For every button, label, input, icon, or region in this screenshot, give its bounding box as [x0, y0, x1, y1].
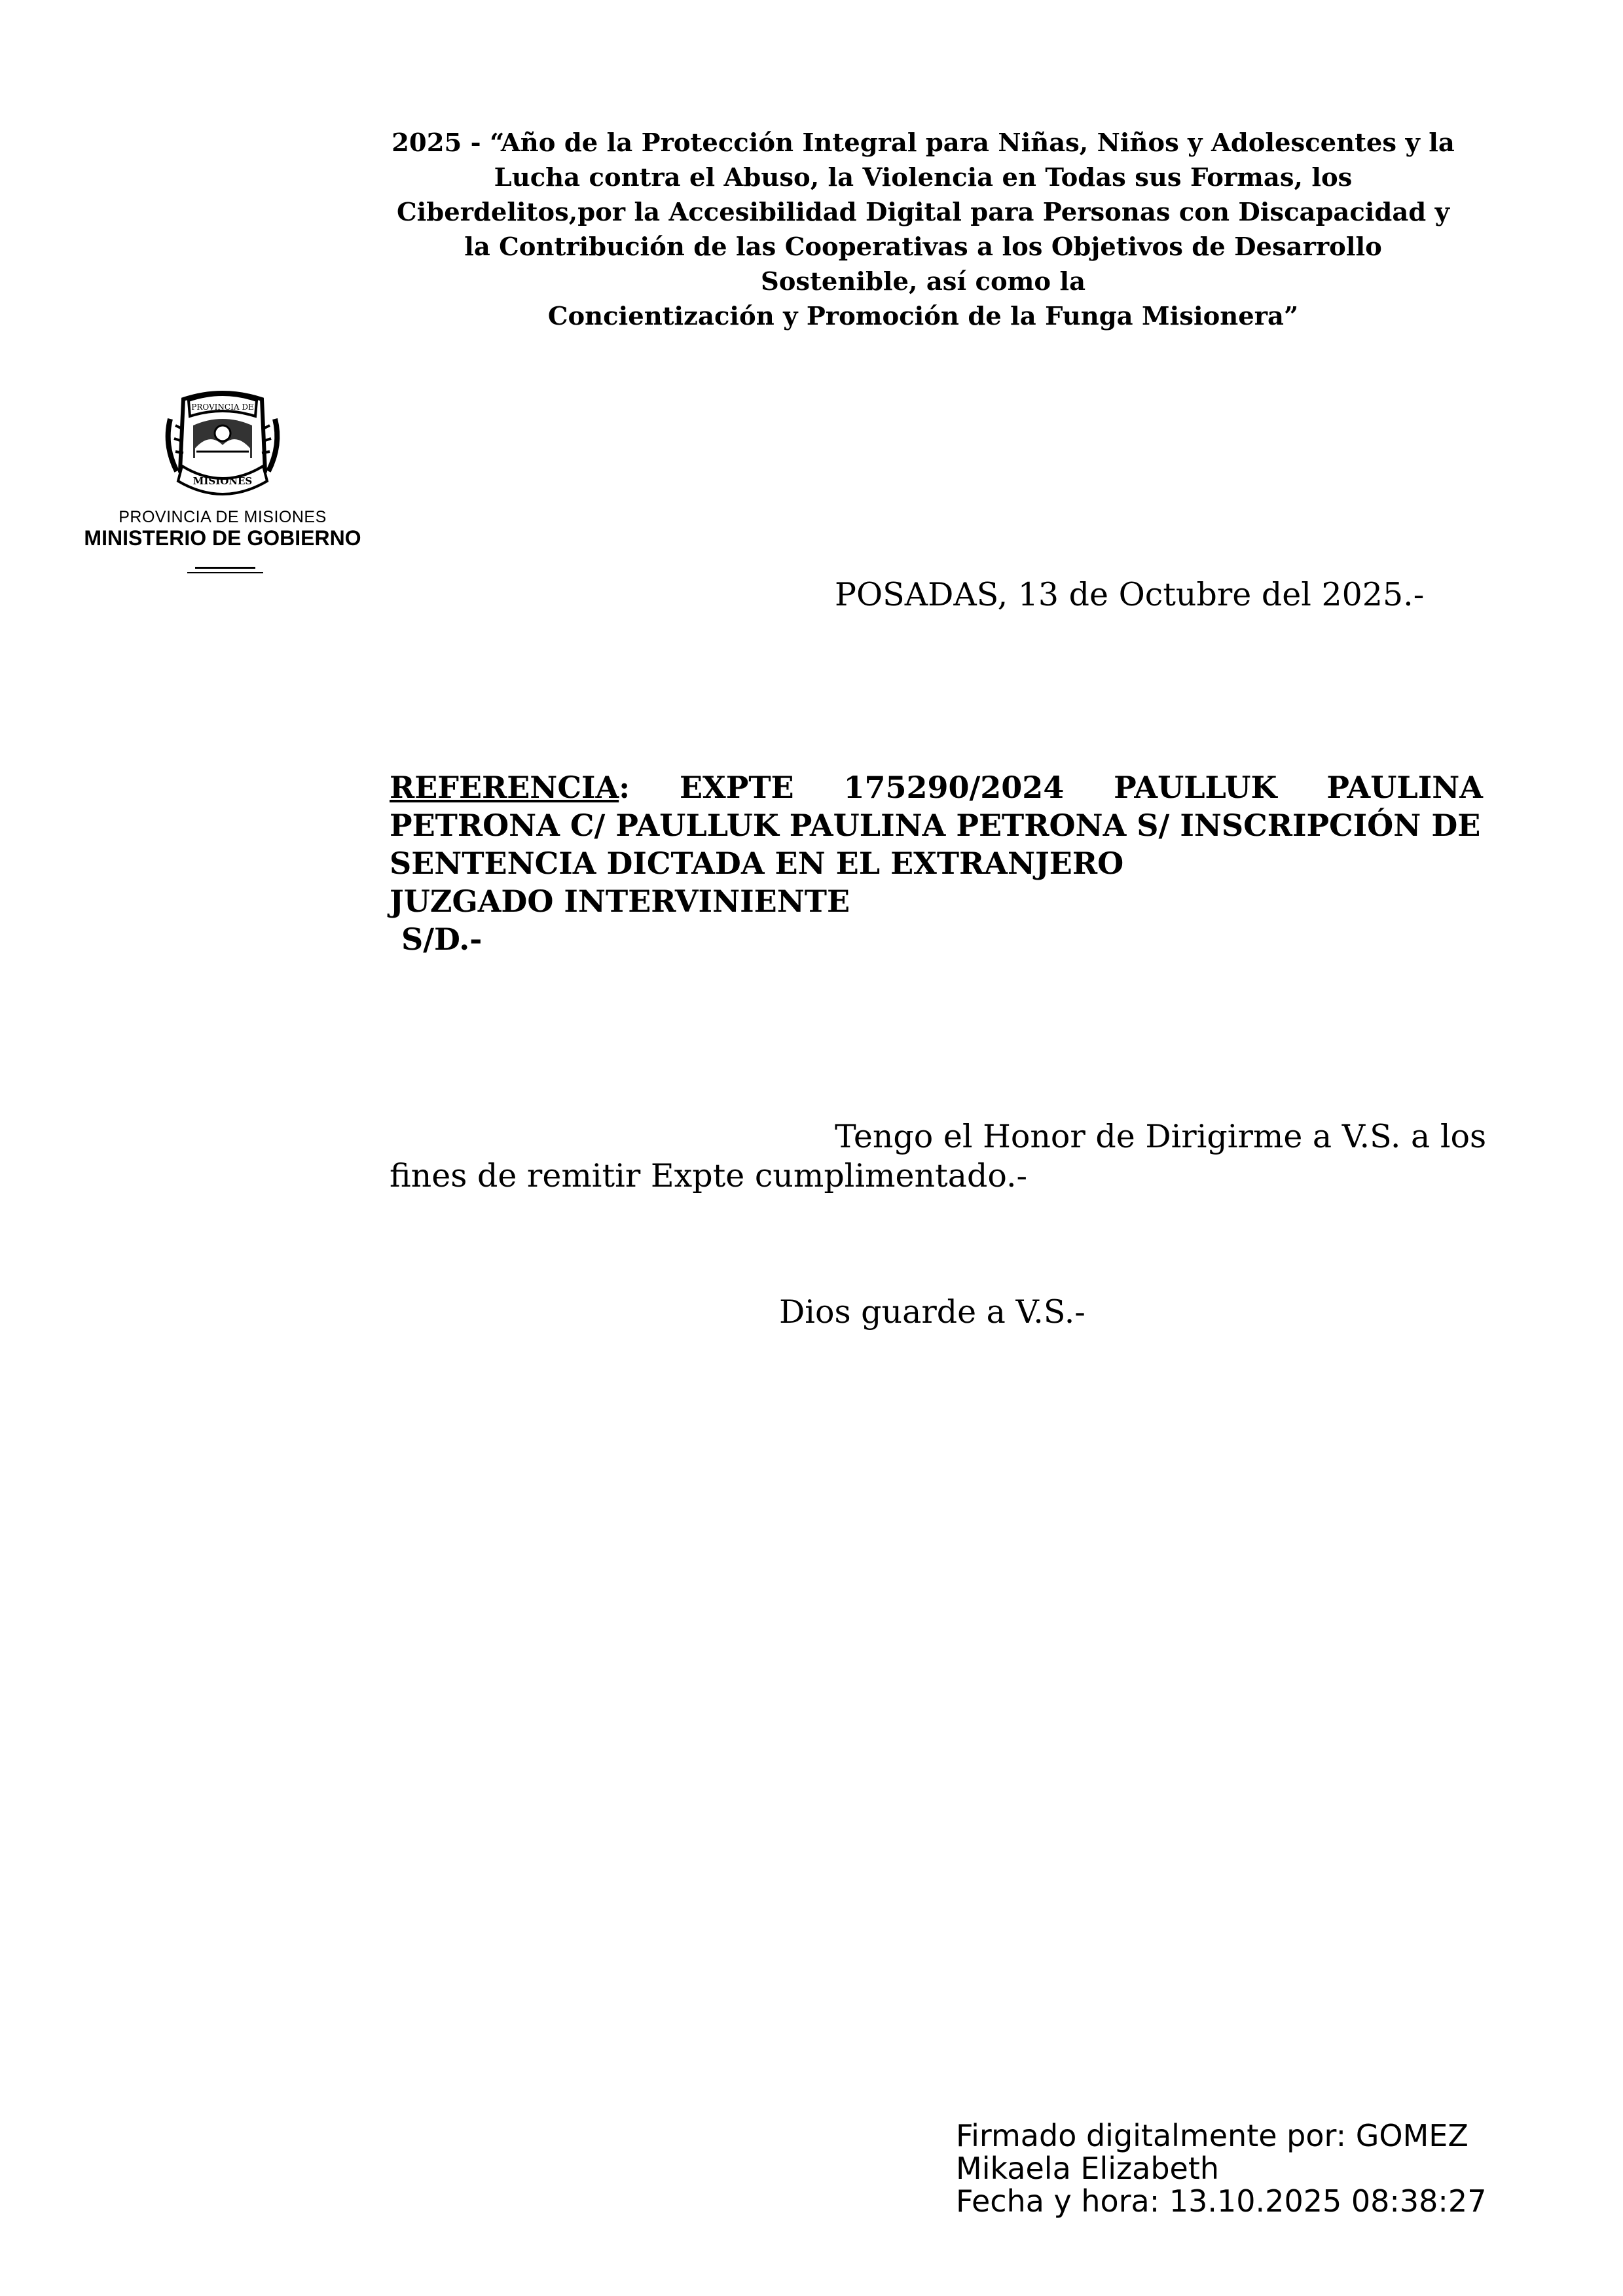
body-paragraph-start: Tengo el Honor de Dirigirme a V.S. a los: [835, 1118, 1487, 1155]
motto-line: Sostenible, así como la: [760, 267, 1086, 296]
reference-word: 175290/2024: [843, 770, 1065, 805]
reference-label-wrap: [390, 768, 630, 806]
logo-rule: [187, 572, 263, 573]
reference-line: PETRONA C/ PAULLUK PAULINA PETRONA S/ INSCRIPCIÓN DE: [390, 808, 1481, 843]
reference-word: PAULINA: [1326, 770, 1483, 805]
motto-line: Ciberdelitos,por la Accesibilidad Digital para Personas con Discapacidad y: [397, 198, 1450, 227]
reference-first-line: [390, 768, 1483, 806]
seal-bottom-text: MISIONES: [192, 475, 253, 487]
reference-line: JUZGADO INTERVINIENTE: [390, 884, 850, 919]
reference-block: [390, 768, 1483, 958]
date-line: POSADAS, 13 de Octubre del 2025.-: [835, 576, 1425, 613]
ministry-logo: [72, 386, 386, 583]
closing-line: Dios guarde a V.S.-: [779, 1293, 1085, 1331]
reference-word: PAULLUK: [1114, 770, 1277, 805]
logo-rule: [195, 567, 255, 569]
reference-label: REFERENCIA: [390, 770, 619, 805]
logo-ministry-text: MINISTERIO DE GOBIERNO: [84, 526, 361, 550]
logo-province-text: PROVINCIA DE MISIONES: [119, 508, 327, 526]
motto-line: Concientización y Promoción de la Funga Misionera”: [547, 302, 1299, 331]
header-motto: [367, 126, 1480, 334]
signature-line: Firmado digitalmente por: GOMEZ: [956, 2118, 1468, 2153]
motto-line: Lucha contra el Abuso, la Violencia en Todas sus Formas, los: [494, 163, 1353, 192]
reference-line: SENTENCIA DICTADA EN EL EXTRANJERO: [390, 846, 1124, 881]
seal-top-text: PROVINCIA DE: [191, 403, 254, 412]
signature-timestamp: Fecha y hora: 13.10.2025 08:38:27: [956, 2183, 1487, 2219]
body-paragraph-end: fines de remitir Expte cumplimentado.-: [390, 1157, 1028, 1194]
province-seal-icon: [157, 386, 288, 504]
motto-line: la Contribución de las Cooperativas a los Objetivos de Desarrollo: [464, 232, 1382, 262]
reference-sd: S/D.-: [401, 922, 483, 957]
reference-word: EXPTE: [679, 770, 794, 805]
digital-signature: [956, 2119, 1486, 2217]
reference-colon: :: [619, 770, 630, 805]
signature-line: Mikaela Elizabeth: [956, 2151, 1220, 2186]
motto-line: 2025 - “Año de la Protección Integral para Niñas, Niños y Adolescentes y la: [392, 128, 1455, 158]
